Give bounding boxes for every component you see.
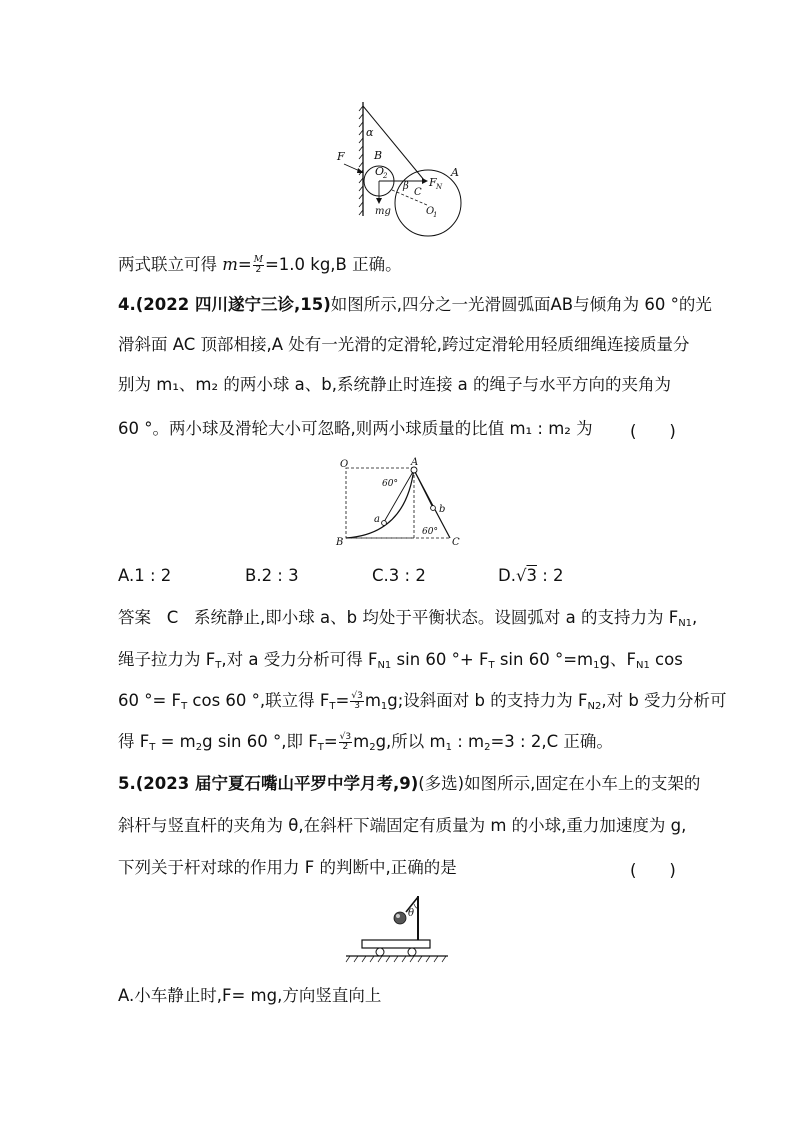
prev-conclusion-eq: = [237, 255, 252, 274]
fig2-label-a: a [374, 514, 380, 525]
seg: m [353, 732, 370, 751]
fraction-num: M [253, 255, 263, 265]
q4-option-D-pre: D. [498, 566, 516, 585]
seg: cos [649, 650, 683, 669]
q4-answer-label: 答案 [118, 608, 151, 627]
sub: N1 [635, 660, 650, 671]
prev-conclusion-pre: 两式联立可得 [118, 255, 223, 274]
fraction-sqrt3-over-3 [350, 692, 363, 711]
q4-number: 4. [118, 295, 136, 314]
q4-solution-line2 [118, 649, 683, 677]
prev-conclusion-post: =1.0 kg,B 正确。 [264, 255, 402, 274]
sub: N2 [587, 701, 602, 712]
sub: T [488, 660, 495, 671]
label-F: F [337, 150, 345, 163]
q5-line1 [118, 773, 700, 795]
seg: = [323, 732, 338, 751]
seg: 绳子拉力为 F [118, 650, 216, 669]
label-O2-sub: 2 [383, 172, 388, 180]
sub: T [149, 742, 156, 753]
fraction-den: 2 [342, 742, 349, 752]
prev-conclusion-line [118, 254, 402, 276]
seg: g,所以 m [375, 732, 446, 751]
label-O1: O [426, 206, 435, 217]
fig2-label-O: O [340, 459, 349, 470]
fig2-label-A: A [411, 457, 419, 468]
seg: ,对 a 受力分析可得 F [221, 650, 378, 669]
label-mg: mg [375, 206, 391, 217]
seg: g sin 60 °,即 F [202, 732, 318, 751]
q5-source: (2023 届宁夏石嘴山平罗中学月考,9) [135, 774, 419, 793]
sub: 2 [484, 742, 491, 753]
seg: = m [155, 732, 196, 751]
seg: m [364, 691, 381, 710]
figure-cart-bracket [344, 892, 450, 964]
q4-option-C: C.3 : 2 [372, 566, 426, 585]
sub: T [329, 701, 336, 712]
fig2-label-B: B [336, 537, 344, 548]
seg: ,对 b 受力分析可 [601, 691, 727, 710]
q5-answer-paren: ( ) [630, 861, 676, 880]
prev-conclusion-var: m [222, 255, 238, 274]
sub: 2 [369, 742, 376, 753]
fraction-M-over-2 [253, 256, 264, 275]
q4-option-D-rad: 3 [526, 566, 537, 585]
label-O2: O [375, 165, 385, 178]
figure-arc-incline [334, 456, 474, 550]
sqrt-sign: √ [515, 566, 527, 585]
sub: T [317, 742, 324, 753]
q4-sub: N1 [678, 618, 693, 629]
sub: N1 [377, 660, 392, 671]
seg: g、F [599, 650, 636, 669]
sub: T [215, 660, 222, 671]
fraction-num: √3 [339, 732, 352, 742]
fraction-den: 3 [354, 701, 360, 711]
figure-wall-circles [330, 98, 470, 238]
sub: 1 [593, 660, 600, 671]
seg: cos 60 °,联立得 F [187, 691, 330, 710]
seg: sin 60 °=m [494, 650, 594, 669]
label-O1-sub: 1 [433, 211, 438, 219]
fig3-label-theta: θ [408, 908, 415, 919]
sub: 2 [195, 742, 203, 753]
seg: =3 : 2,C 正确。 [490, 732, 613, 751]
sub: T [181, 701, 188, 712]
seg: = [335, 691, 350, 710]
q4-solution-line1 [118, 607, 697, 635]
q4-option-D-post: : 2 [536, 566, 564, 585]
q5-line3: 下列关于杆对球的作用力 F 的判断中,正确的是 [118, 858, 457, 877]
label-C: C [414, 187, 422, 198]
fig2-label-b: b [439, 504, 446, 515]
label-A: A [451, 166, 459, 179]
label-FN-sub: N [436, 183, 443, 191]
sub: 1 [380, 701, 388, 712]
fraction-den: 2 [255, 265, 262, 275]
fraction-sqrt3-over-2 [339, 733, 352, 752]
q4-solution-line4 [118, 731, 613, 759]
fig2-label-angle-top: 60° [382, 479, 398, 489]
q5-tag: (多选) [418, 774, 465, 793]
q4-solution-line3 [118, 690, 727, 718]
q5-number: 5. [118, 774, 136, 793]
q4-line2: 滑斜面 AC 顶部相接,A 处有一光滑的定滑轮,跨过定滑轮用轻质细绳连接质量分 [118, 335, 690, 354]
q4-answer-paren: ( ) [630, 422, 676, 441]
sub: 1 [445, 742, 452, 753]
q5-option-A: A.小车静止时,F= mg,方向竖直向上 [118, 986, 382, 1005]
q4-option-A: A.1 : 2 [118, 566, 172, 585]
q4-option-B: B.2 : 3 [245, 566, 299, 585]
seg: 60 °= F [118, 691, 182, 710]
label-beta: β [403, 181, 409, 192]
q4-solution-line1-text: 系统静止,即小球 a、b 均处于平衡状态。设圆弧对 a 的支持力为 F [194, 608, 679, 627]
q5-line2: 斜杆与竖直杆的夹角为 θ,在斜杆下端固定有质量为 m 的小球,重力加速度为 g, [118, 816, 687, 835]
q4-line4: 60 °。两小球及滑轮大小可忽略,则两小球质量的比值 m₁ : m₂ 为 [118, 419, 593, 438]
q4-line1-rest: 如图所示,四分之一光滑圆弧面AB与倾角为 60 °的光 [330, 295, 712, 314]
seg: : m [451, 732, 485, 751]
seg: g;设斜面对 b 的支持力为 F [387, 691, 588, 710]
fig2-label-angle-bottom: 60° [422, 527, 438, 537]
q4-line3: 别为 m₁、m₂ 的两小球 a、b,系统静止时连接 a 的绳子与水平方向的夹角为 [118, 375, 672, 394]
fraction-num: √3 [351, 691, 363, 701]
label-alpha: α [366, 126, 374, 139]
q4-answer-choice: C [166, 608, 179, 627]
q4-solution-line1-end: , [692, 608, 698, 627]
q4-source: (2022 四川遂宁三诊,15) [135, 295, 331, 314]
label-FN: F [429, 176, 437, 189]
fig2-label-C: C [452, 537, 460, 548]
seg: sin 60 °+ F [391, 650, 489, 669]
q5-line1-rest: 如图所示,固定在小车上的支架的 [464, 774, 701, 793]
q4-option-D [498, 566, 564, 585]
seg: 得 F [118, 732, 150, 751]
q4-line1 [118, 294, 712, 316]
label-B: B [374, 149, 383, 162]
